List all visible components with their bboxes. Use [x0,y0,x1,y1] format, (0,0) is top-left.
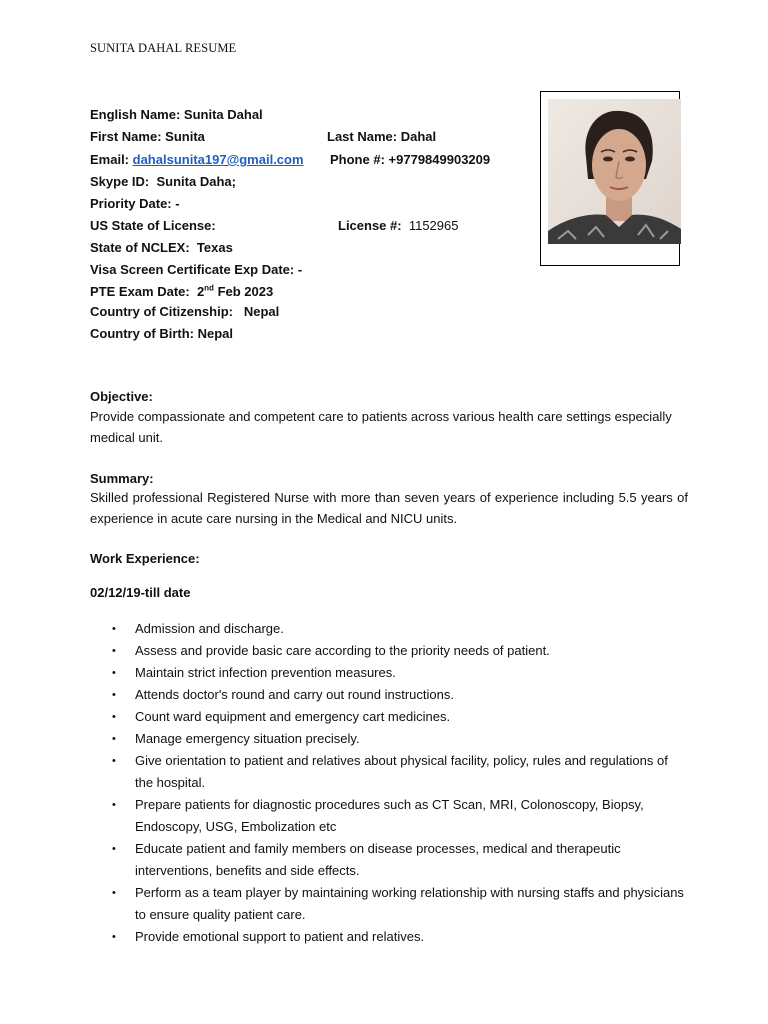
list-item: • Assess and provide basic care according to the priority needs of patient. [90,640,688,662]
list-item: • Maintain strict infection prevention measures. [90,662,688,684]
pte-rest: Feb 2023 [217,284,274,299]
bullet-icon: • [112,755,116,767]
skype-label: Skype ID: [90,174,150,189]
bullet-icon: • [112,623,116,635]
resume-title: SUNITA DAHAL RESUME [90,41,237,55]
license-row [338,218,458,233]
citizenship-row [90,304,279,319]
priority-label: Priority Date: [90,196,172,211]
bullet-icon: • [112,645,116,657]
priority-row [90,196,180,211]
pte-row [90,284,273,299]
bullet-icon: • [112,887,116,899]
license-value: 1152965 [408,218,459,233]
phone-row [330,152,490,167]
pte-label: PTE Exam Date: [90,284,190,299]
english-name-value: Sunita Dahal [183,107,263,122]
pte-day: 2 [196,284,205,299]
birth-value: Nepal [197,326,234,341]
summary-heading: Summary: [90,471,154,486]
bullet-icon: • [112,931,116,943]
list-item: • Attends doctor's round and carry out round instructions. [90,684,688,706]
first-name-value: Sunita [165,129,205,144]
phone-value: +9779849903209 [388,152,491,167]
english-name-row [90,107,263,122]
profile-photo [548,99,681,244]
visa-value: - [297,262,303,277]
bullet-icon: • [112,799,116,811]
visa-label: Visa Screen Certificate Exp Date: [90,262,295,277]
skype-row [90,174,236,189]
first-name-row [90,129,205,144]
birth-label: Country of Birth: [90,326,194,341]
list-item: • Educate patient and family members on disease processes, medical and therapeutic interventions, benefits and side effects. [90,838,688,882]
duties-list [90,618,688,948]
bullet-icon: • [112,733,116,745]
visa-row [90,262,302,277]
nclex-label: State of NCLEX: [90,240,190,255]
profile-photo-frame [540,91,680,266]
bullet-icon: • [112,689,116,701]
citizenship-label: Country of Citizenship: [90,304,233,319]
us-state-label: US State of License: [90,218,216,233]
list-item: • Give orientation to patient and relatives about physical facility, policy, rules and regulations of the hospital. [90,750,688,794]
skype-value: Sunita Daha; [156,174,236,189]
list-item: • Perform as a team player by maintaining working relationship with nursing staffs and physicians to ensure quality patient care. [90,882,688,926]
last-name-label: Last Name: [327,129,398,144]
us-state-row [90,218,216,233]
email-label: Email: [90,152,130,167]
first-name-label: First Name: [90,129,162,144]
nclex-value: Texas [196,240,233,255]
work-experience-heading: Work Experience: [90,551,200,566]
citizenship-value: Nepal [243,304,280,319]
list-item: • Prepare patients for diagnostic procedures such as CT Scan, MRI, Colonoscopy, Biopsy, Endoscopy, USG, Embolization etc [90,794,688,838]
priority-value: - [175,196,180,211]
list-item: • Manage emergency situation precisely. [90,728,688,750]
work-period: 02/12/19-till date [90,585,191,600]
list-item: • Count ward equipment and emergency cart medicines. [90,706,688,728]
objective-text: Provide compassionate and competent care to patients across various health care settings especially medical unit. [90,409,672,445]
english-name-label: English Name: [90,107,181,122]
bullet-icon: • [112,667,116,679]
phone-label: Phone #: [330,152,385,167]
email-row [90,152,304,167]
birth-row [90,326,233,341]
bullet-icon: • [112,843,116,855]
list-item: • Admission and discharge. [90,618,688,640]
list-item: • Provide emotional support to patient and relatives. [90,926,688,948]
license-label: License #: [338,218,402,233]
last-name-value: Dahal [400,129,437,144]
email-link[interactable]: dahalsunita197@gmail.com [132,152,304,167]
pte-suffix: nd [204,283,214,293]
last-name-row [327,129,436,144]
summary-text: Skilled professional Registered Nurse with more than seven years of experience including 5.5 years of experience in acute care nursing in the Medical and NICU units. [90,490,688,526]
objective-heading: Objective: [90,389,153,404]
bullet-icon: • [112,711,116,723]
nclex-row [90,240,233,255]
